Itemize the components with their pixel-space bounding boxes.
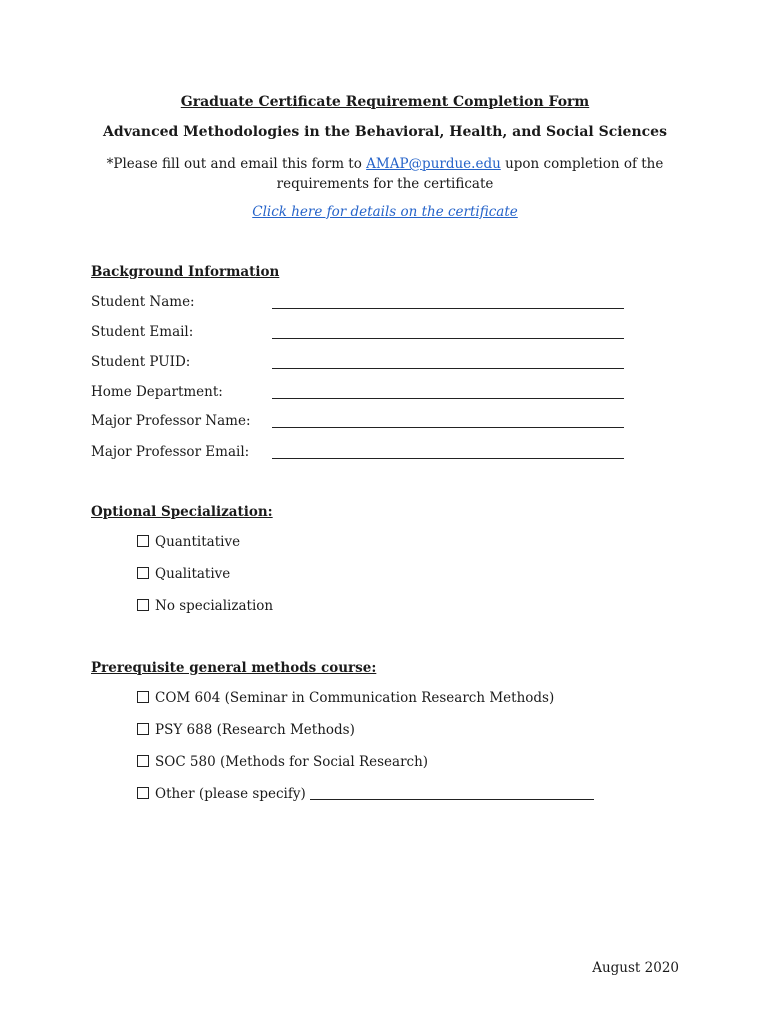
option-label: Other (please specify) xyxy=(155,786,306,802)
home-department-field[interactable] xyxy=(272,398,624,399)
student-puid-label: Student PUID: xyxy=(91,354,191,370)
option-label: Qualitative xyxy=(155,566,231,582)
certificate-details-link[interactable]: Click here for details on the certificate xyxy=(252,204,518,220)
major-professor-email-field[interactable] xyxy=(272,458,624,459)
option-label: PSY 688 (Research Methods) xyxy=(155,722,355,738)
background-heading: Background Information xyxy=(91,264,280,280)
student-email-label: Student Email: xyxy=(91,324,194,340)
checkbox-icon[interactable] xyxy=(137,599,149,611)
email-link[interactable]: AMAP@purdue.edu xyxy=(366,156,501,172)
prerequisite-option-psy688[interactable] xyxy=(137,722,355,738)
prerequisite-option-other[interactable] xyxy=(137,786,594,802)
form-subtitle: Advanced Methodologies in the Behavioral, Health, and Social Sciences xyxy=(103,124,667,140)
option-label: SOC 580 (Methods for Social Research) xyxy=(155,754,429,770)
note-suffix: upon completion of the requirements for the certificate xyxy=(276,156,664,192)
checkbox-icon[interactable] xyxy=(137,755,149,767)
checkbox-icon[interactable] xyxy=(137,535,149,547)
student-name-field[interactable] xyxy=(272,308,624,309)
note-prefix: *Please fill out and email this form to xyxy=(106,156,367,172)
checkbox-icon[interactable] xyxy=(137,787,149,799)
form-date: August 2020 xyxy=(592,960,679,976)
student-puid-field[interactable] xyxy=(272,368,624,369)
instructions-note xyxy=(0,154,770,194)
prerequisite-option-com604[interactable] xyxy=(137,690,554,706)
checkbox-icon[interactable] xyxy=(137,691,149,703)
specialization-option-qualitative[interactable] xyxy=(137,566,230,582)
option-label: COM 604 (Seminar in Communication Research Methods) xyxy=(155,690,555,706)
major-professor-email-label: Major Professor Email: xyxy=(91,444,250,460)
student-email-field[interactable] xyxy=(272,338,624,339)
major-professor-name-field[interactable] xyxy=(272,427,624,428)
prerequisite-option-soc580[interactable] xyxy=(137,754,428,770)
form-title: Graduate Certificate Requirement Completion Form xyxy=(180,94,590,110)
student-name-label: Student Name: xyxy=(91,294,195,310)
option-label: No specialization xyxy=(155,598,274,614)
other-specify-field[interactable] xyxy=(310,799,594,800)
checkbox-icon[interactable] xyxy=(137,723,149,735)
home-department-label: Home Department: xyxy=(91,384,223,400)
option-label: Quantitative xyxy=(155,534,241,550)
checkbox-icon[interactable] xyxy=(137,567,149,579)
prerequisite-heading: Prerequisite general methods course: xyxy=(91,660,377,676)
specialization-option-none[interactable] xyxy=(137,598,273,614)
details-area xyxy=(0,204,770,220)
specialization-heading: Optional Specialization: xyxy=(91,504,273,520)
specialization-option-quantitative[interactable] xyxy=(137,534,240,550)
major-professor-name-label: Major Professor Name: xyxy=(91,413,251,429)
